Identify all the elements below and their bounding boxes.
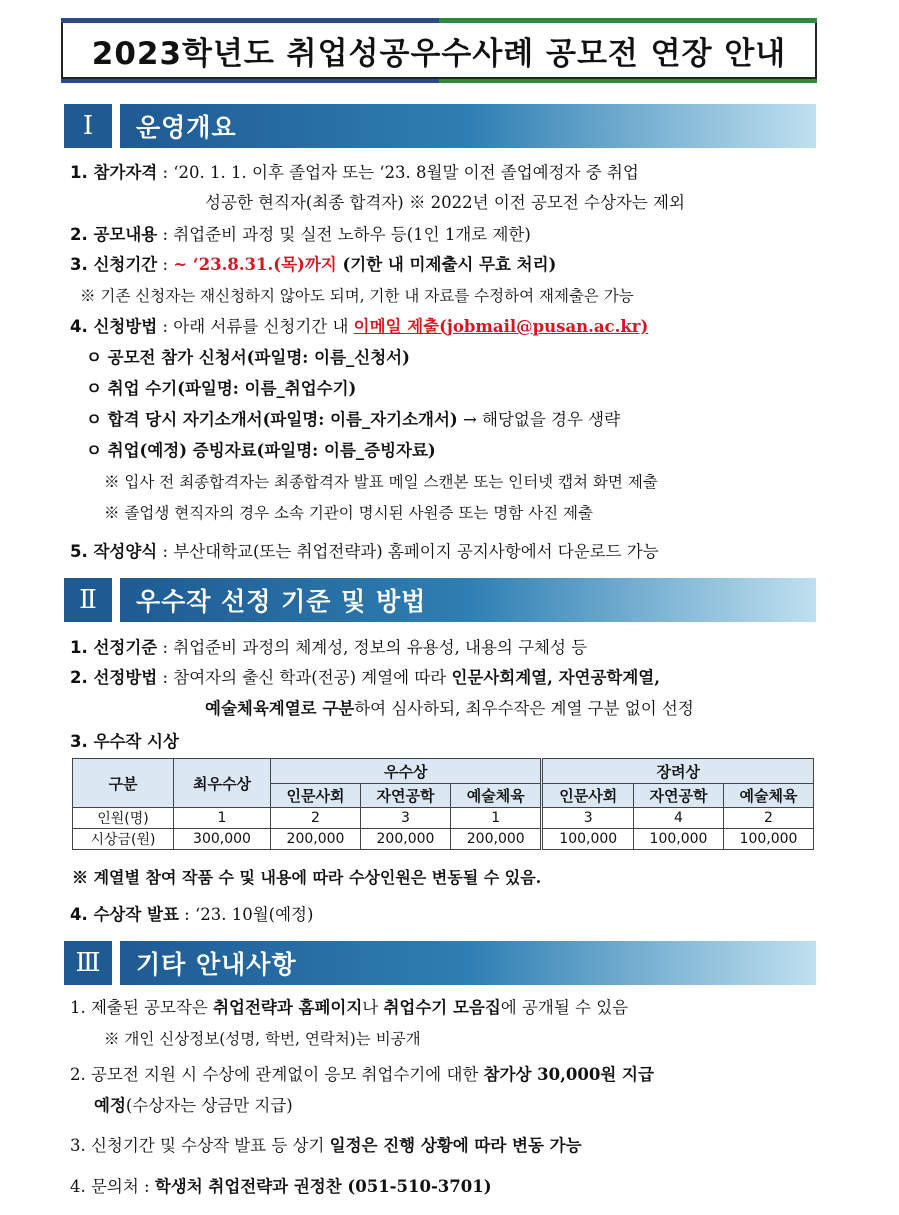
section-number: Ⅱ bbox=[64, 578, 112, 622]
table-cell: 200,000 bbox=[360, 829, 450, 850]
section-bar bbox=[120, 578, 816, 622]
section-title: 기타 안내사항 bbox=[136, 950, 297, 979]
title-box bbox=[61, 23, 817, 79]
table-subheader: 자연공학 bbox=[634, 784, 724, 808]
section-header-2 bbox=[64, 578, 816, 622]
table-cell: 200,000 bbox=[271, 829, 361, 850]
page-title: 2023학년도 취업성공우수사례 공모전 연장 안내 bbox=[91, 35, 787, 72]
table-cell: 4 bbox=[634, 808, 724, 829]
table-subheader: 인문사회 bbox=[542, 784, 634, 808]
title-block bbox=[61, 18, 817, 84]
table-cell: 3 bbox=[542, 808, 634, 829]
table-row bbox=[73, 829, 814, 850]
table-subheader: 예술체육 bbox=[723, 784, 813, 808]
table-subheader: 예술체육 bbox=[450, 784, 542, 808]
table-cell: 200,000 bbox=[450, 829, 542, 850]
table-header-gubun: 구분 bbox=[73, 759, 174, 808]
table-cell: 1 bbox=[450, 808, 542, 829]
section-bar bbox=[120, 941, 816, 985]
section-number: Ⅲ bbox=[64, 941, 112, 985]
s2-item-2: 2. 선정방법 : 참여자의 출신 학과(전공) 계열에 따라 인문사회계열, 자연공학계열, bbox=[70, 668, 660, 687]
table-cell: 100,000 bbox=[542, 829, 634, 850]
s1-doc-4: ㅇ 취업(예정) 증빙자료(파일명: 이름_증빙자료) bbox=[86, 441, 436, 460]
s3-item-2: 2. 공모전 지원 시 수상에 관계없이 응모 취업수기에 대한 참가상 30,000원 지급 bbox=[70, 1065, 654, 1084]
table-cell: 100,000 bbox=[634, 829, 724, 850]
s1-item-5: 5. 작성양식 : 부산대학교(또는 취업전략과) 홈페이지 공지사항에서 다운로드 가능 bbox=[70, 542, 659, 561]
section-header-1 bbox=[64, 104, 816, 148]
table-subheader: 자연공학 bbox=[360, 784, 450, 808]
section-title: 운영개요 bbox=[136, 113, 237, 142]
section-number: Ⅰ bbox=[64, 104, 112, 148]
award-table bbox=[72, 758, 814, 850]
s1-item-4: 4. 신청방법 : 아래 서류를 신청기간 내 이메일 제출(jobmail@pusan.ac.kr) bbox=[70, 317, 649, 336]
s1-doc-note-2: ※ 졸업생 현직자의 경우 소속 기관이 명시된 사원증 또는 명함 사진 제출 bbox=[104, 504, 593, 522]
table-cell: 1 bbox=[174, 808, 271, 829]
section-header-3 bbox=[64, 941, 816, 985]
s1-doc-2: ㅇ 취업 수기(파일명: 이름_취업수기) bbox=[86, 379, 357, 398]
table-note: ※ 계열별 참여 작품 수 및 내용에 따라 수상인원은 변동될 수 있음. bbox=[72, 868, 542, 887]
row-label: 인원(명) bbox=[73, 808, 174, 829]
table-header-top-prize: 최우수상 bbox=[174, 759, 271, 808]
table-header-encourage: 장려상 bbox=[542, 759, 814, 784]
table-header-excellent: 우수상 bbox=[271, 759, 542, 784]
s1-doc-1: ㅇ 공모전 참가 신청서(파일명: 이름_신청서) bbox=[86, 348, 410, 367]
s3-item-4: 4. 문의처 : 학생처 취업전략과 권정찬 (051-510-3701) bbox=[70, 1177, 492, 1196]
section-title: 우수작 선정 기준 및 방법 bbox=[136, 587, 427, 616]
s2-item-2-cont: 예술체육계열로 구분하여 심사하되, 최우수작은 계열 구분 없이 선정 bbox=[205, 699, 694, 718]
row-label: 시상금(원) bbox=[73, 829, 174, 850]
s3-item-2-cont: 예정(수상자는 상금만 지급) bbox=[94, 1096, 293, 1115]
s3-item-1: 1. 제출된 공모작은 취업전략과 홈페이지나 취업수기 모음집에 공개될 수 있음 bbox=[70, 998, 629, 1017]
s1-item-1-cont: 성공한 현직자(최종 합격자) ※ 2022년 이전 공모전 수상자는 제외 bbox=[205, 193, 685, 212]
title-bottom-bar-blue bbox=[61, 79, 439, 83]
table-cell: 100,000 bbox=[723, 829, 813, 850]
s1-item-3-note: ※ 기존 신청자는 재신청하지 않아도 되며, 기한 내 자료를 수정하여 재제출은 가능 bbox=[80, 287, 634, 305]
title-bottom-bar-green bbox=[439, 79, 817, 83]
s1-item-2: 2. 공모내용 : 취업준비 과정 및 실전 노하우 등(1인 1개로 제한) bbox=[70, 225, 531, 244]
section-bar bbox=[120, 104, 816, 148]
s3-item-1-note: ※ 개인 신상정보(성명, 학번, 연락처)는 비공개 bbox=[104, 1030, 421, 1048]
table-row bbox=[73, 808, 814, 829]
table-cell: 2 bbox=[271, 808, 361, 829]
s1-doc-note-1: ※ 입사 전 최종합격자는 최종합격자 발표 메일 스캔본 또는 인터넷 캡쳐 화면 제출 bbox=[104, 473, 658, 491]
s3-item-3: 3. 신청기간 및 수상작 발표 등 상기 일정은 진행 상황에 따라 변동 가능 bbox=[70, 1136, 582, 1155]
table-cell: 3 bbox=[360, 808, 450, 829]
table-cell: 300,000 bbox=[174, 829, 271, 850]
table-cell: 2 bbox=[723, 808, 813, 829]
s2-item-1: 1. 선정기준 : 취업준비 과정의 체계성, 정보의 유용성, 내용의 구체성 등 bbox=[70, 638, 588, 657]
s1-item-1: 1. 참가자격 : ‘20. 1. 1. 이후 졸업자 또는 ‘23. 8월말 이전 졸업예정자 중 취업 bbox=[70, 163, 639, 182]
s2-item-4: 4. 수상작 발표 : ‘23. 10월(예정) bbox=[70, 905, 314, 924]
s2-item-3: 3. 우수작 시상 bbox=[70, 732, 179, 751]
s1-item-3: 3. 신청기간 : ~ ‘23.8.31.(목)까지 (기한 내 미제출시 무효 처리) bbox=[70, 255, 557, 274]
table-subheader: 인문사회 bbox=[271, 784, 361, 808]
s1-doc-3: ㅇ 합격 당시 자기소개서(파일명: 이름_자기소개서) → 해당없을 경우 생략 bbox=[86, 410, 621, 429]
